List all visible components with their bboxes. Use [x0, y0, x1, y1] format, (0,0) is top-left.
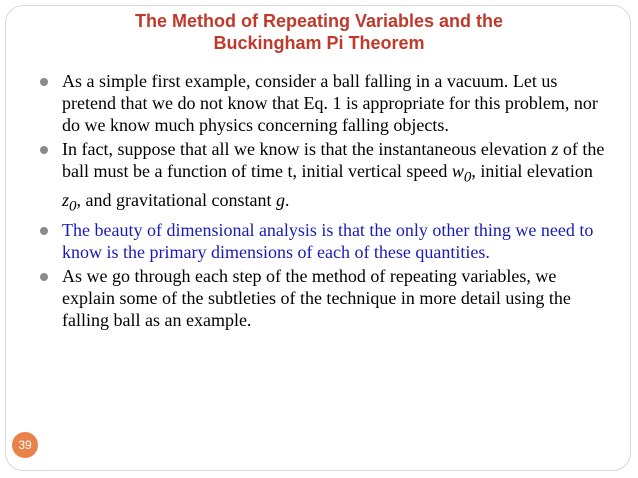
variable-z: z — [551, 139, 559, 159]
bullet-item-3 — [40, 219, 610, 263]
bullet-marker-icon — [40, 146, 48, 154]
bullet-item-2 — [40, 138, 610, 217]
bullet-marker-icon — [40, 273, 48, 281]
variable-w0 — [451, 161, 472, 186]
variable-w-subscript: 0 — [463, 169, 472, 186]
bullet-text-2a: In fact, suppose that all we know is that the instantaneous elevation — [62, 139, 552, 159]
bullet-text-2d: , and gravitational constant — [76, 189, 276, 210]
bullet-marker-icon — [40, 78, 48, 86]
bullet-text-2c: , initial elevation — [471, 161, 593, 181]
slide-title-line-2: Buckingham Pi Theorem — [213, 33, 425, 53]
bullet-item-1 — [40, 70, 610, 136]
variable-g: g — [275, 189, 285, 210]
variable-z0-subscript: 0 — [69, 198, 77, 215]
variable-z0-base: z — [62, 189, 70, 210]
bullet-text-2e: . — [284, 189, 290, 210]
variable-w: w — [451, 161, 464, 181]
bullet-marker-icon — [40, 227, 48, 235]
bullet-item-4 — [40, 265, 610, 331]
bullet-text-2b: of the ball must be a function of time t, initial vertical speed — [62, 139, 605, 181]
page-number-badge: 39 — [12, 432, 38, 458]
slide-title — [0, 10, 638, 54]
bullet-text-3: The beauty of dimensional analysis is that the only other thing we need to know is the primary dimensions of each of these quantities. — [62, 220, 594, 263]
bullet-text-1: As a simple first example, consider a ball falling in a vacuum. Let us pretend that we do not know that Eq. 1 is appropriate for this problem, nor do we know much physics concerning falling objects. — [62, 71, 598, 135]
variable-z0 — [62, 189, 77, 215]
slide-title-line-1: The Method of Repeating Variables and the — [134, 11, 504, 31]
bullet-text-4: As we go through each step of the method of repeating variables, we explain some of the subtleties of the technique in more detail using the falling ball as an example. — [62, 266, 571, 331]
bullet-list — [40, 70, 610, 333]
